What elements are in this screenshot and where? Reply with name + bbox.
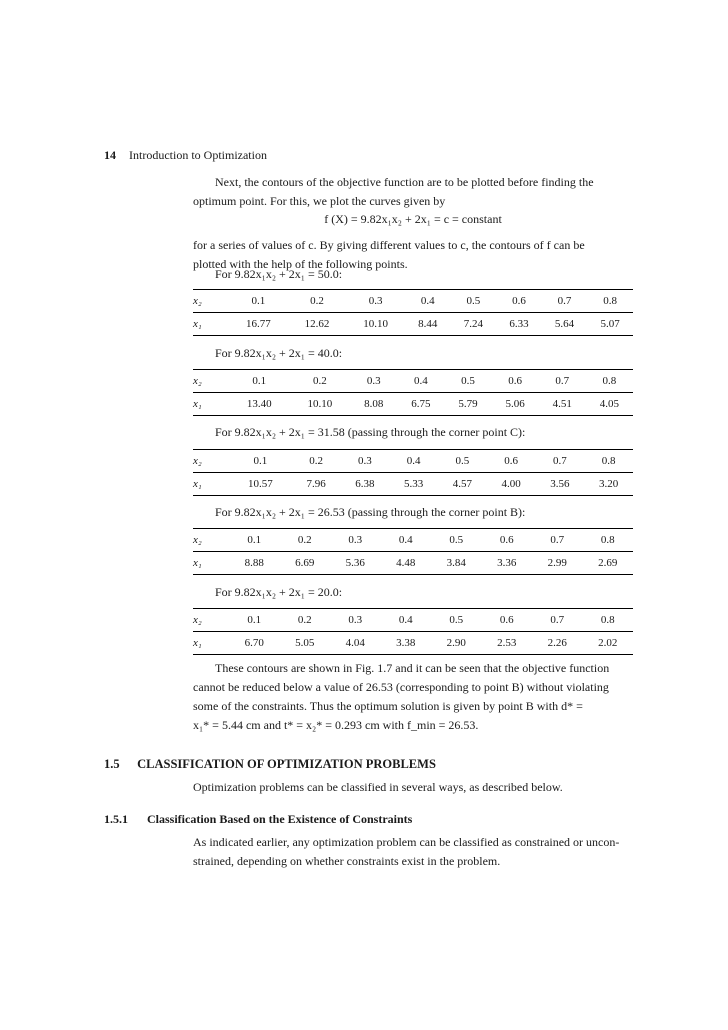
contour-line: for a series of values of c. By giving different values to c, the contours of f can be xyxy=(193,238,585,252)
table-cell: 0.2 xyxy=(280,609,331,632)
table-cell: 4.04 xyxy=(330,632,381,655)
table-cell: 4.05 xyxy=(586,393,633,416)
table-cell: 8.08 xyxy=(350,393,397,416)
table-cell: 3.38 xyxy=(381,632,432,655)
table-cell: 0.1 xyxy=(229,609,280,632)
table-cell: 0.8 xyxy=(587,290,633,313)
table-cell: 0.4 xyxy=(405,290,451,313)
table-cell: 5.33 xyxy=(389,473,438,496)
table-cell: 0.3 xyxy=(330,609,381,632)
table-cell: 0.5 xyxy=(451,290,497,313)
table-cell: 5.05 xyxy=(280,632,331,655)
subsection-line: strained, depending on whether constraints exist in the problem. xyxy=(193,854,501,868)
x1-header: x₁ xyxy=(193,552,229,575)
table-cell: 0.1 xyxy=(229,450,292,473)
table-cell: 4.00 xyxy=(487,473,536,496)
subsection-heading xyxy=(104,812,412,827)
table-cell: 0.8 xyxy=(584,450,633,473)
x1-header: x₁ xyxy=(193,632,229,655)
intro-paragraph xyxy=(193,173,633,211)
table-cell: 0.3 xyxy=(346,290,405,313)
table-cell: 0.6 xyxy=(482,529,533,552)
table-cell: 4.48 xyxy=(381,552,432,575)
table-cell: 0.4 xyxy=(381,529,432,552)
table-cell: 0.5 xyxy=(438,450,487,473)
x2-header: x₂ xyxy=(193,450,229,473)
section-text: Optimization problems can be classified in several ways, as described below. xyxy=(193,780,563,794)
table-cell: 6.38 xyxy=(340,473,389,496)
table-cell: 0.1 xyxy=(229,290,288,313)
table-cell: 0.7 xyxy=(535,450,584,473)
table-cell: 3.36 xyxy=(482,552,533,575)
table-cell: 4.57 xyxy=(438,473,487,496)
table-cell: 0.2 xyxy=(292,450,341,473)
table-cell: 6.33 xyxy=(496,313,542,336)
table-cell: 3.84 xyxy=(431,552,482,575)
table-cell: 5.07 xyxy=(587,313,633,336)
table-cell: 3.20 xyxy=(584,473,633,496)
table-cell: 0.7 xyxy=(532,529,583,552)
table-cell: 2.69 xyxy=(583,552,634,575)
table-label: For 9.82x₁x₂ + 2x₁ = 31.58 (passing through the corner point C): xyxy=(215,425,526,439)
table-cell: 0.2 xyxy=(288,290,347,313)
table-label: For 9.82x₁x₂ + 2x₁ = 50.0: xyxy=(215,267,343,281)
table-cell: 2.02 xyxy=(583,632,634,655)
table-cell: 0.3 xyxy=(330,529,381,552)
subsection-title: Classification Based on the Existence of Constraints xyxy=(147,812,413,826)
x2-header: x₂ xyxy=(193,609,229,632)
x1-header: x₁ xyxy=(193,393,229,416)
contour-table xyxy=(193,528,633,575)
table-cell: 5.36 xyxy=(330,552,381,575)
page-number: 14 xyxy=(104,148,116,162)
contour-table xyxy=(193,449,633,496)
table-cell: 0.8 xyxy=(583,609,634,632)
subsection-number: 1.5.1 xyxy=(104,812,128,826)
subsection-paragraph xyxy=(193,833,633,871)
table-cell: 6.69 xyxy=(280,552,331,575)
table-cell: 10.57 xyxy=(229,473,292,496)
table-cell: 0.7 xyxy=(542,290,588,313)
table-cell: 2.90 xyxy=(431,632,482,655)
table-cell: 0.7 xyxy=(539,370,586,393)
intro-line: optimum point. For this, we plot the curves given by xyxy=(193,194,446,208)
table-cell: 0.5 xyxy=(431,529,482,552)
table-cell: 0.1 xyxy=(229,529,280,552)
conclusion-paragraph xyxy=(193,659,633,735)
table-cell: 0.8 xyxy=(583,529,634,552)
x2-header: x₂ xyxy=(193,529,229,552)
x2-header: x₂ xyxy=(193,370,229,393)
conclusion-line: These contours are shown in Fig. 1.7 and it can be seen that the objective function xyxy=(215,661,610,675)
x2-header: x₂ xyxy=(193,290,229,313)
table-cell: 0.3 xyxy=(350,370,397,393)
table-cell: 6.70 xyxy=(229,632,280,655)
table-cell: 6.75 xyxy=(397,393,444,416)
table-cell: 0.5 xyxy=(431,609,482,632)
table-cell: 2.26 xyxy=(532,632,583,655)
table-cell: 0.4 xyxy=(397,370,444,393)
table-cell: 0.1 xyxy=(229,370,290,393)
section-number: 1.5 xyxy=(104,757,120,771)
table-label: For 9.82x₁x₂ + 2x₁ = 26.53 (passing through the corner point B): xyxy=(215,505,526,519)
table-cell: 0.5 xyxy=(444,370,491,393)
table-cell: 0.6 xyxy=(482,609,533,632)
table-cell: 0.6 xyxy=(492,370,539,393)
contour-table xyxy=(193,289,633,336)
table-cell: 8.88 xyxy=(229,552,280,575)
table-cell: 16.77 xyxy=(229,313,288,336)
contour-table xyxy=(193,608,633,655)
table-label: For 9.82x₁x₂ + 2x₁ = 40.0: xyxy=(215,346,343,360)
table-cell: 4.51 xyxy=(539,393,586,416)
table-cell: 12.62 xyxy=(288,313,347,336)
table-cell: 0.7 xyxy=(532,609,583,632)
intro-line: Next, the contours of the objective function are to be plotted before finding the xyxy=(215,175,594,189)
objective-equation: f (X) = 9.82x₁x₂ + 2x₁ = c = constant xyxy=(324,212,502,226)
contour-table xyxy=(193,369,633,416)
table-cell: 0.4 xyxy=(381,609,432,632)
table-cell: 0.6 xyxy=(496,290,542,313)
table-cell: 0.4 xyxy=(389,450,438,473)
table-cell: 2.99 xyxy=(532,552,583,575)
table-cell: 7.24 xyxy=(451,313,497,336)
table-cell: 0.8 xyxy=(586,370,633,393)
conclusion-line: x₁* = 5.44 cm and t* = x₂* = 0.293 cm with f_min = 26.53. xyxy=(193,718,479,732)
conclusion-line: cannot be reduced below a value of 26.53 (corresponding to point B) without violating xyxy=(193,680,609,694)
running-title: Introduction to Optimization xyxy=(129,148,267,162)
table-cell: 5.64 xyxy=(542,313,588,336)
section-heading xyxy=(104,757,436,772)
table-cell: 5.79 xyxy=(444,393,491,416)
table-cell: 5.06 xyxy=(492,393,539,416)
conclusion-line: some of the constraints. Thus the optimum solution is given by point B with d* = xyxy=(193,699,583,713)
table-cell: 8.44 xyxy=(405,313,451,336)
table-cell: 3.56 xyxy=(535,473,584,496)
table-label: For 9.82x₁x₂ + 2x₁ = 20.0: xyxy=(215,585,343,599)
contour-line: plotted with the help of the following points. xyxy=(193,257,408,271)
section-title: CLASSIFICATION OF OPTIMIZATION PROBLEMS xyxy=(137,757,436,771)
x1-header: x₁ xyxy=(193,313,229,336)
table-cell: 10.10 xyxy=(290,393,351,416)
subsection-line: As indicated earlier, any optimization problem can be classified as constrained or uncon- xyxy=(193,835,620,849)
x1-header: x₁ xyxy=(193,473,229,496)
table-cell: 0.2 xyxy=(280,529,331,552)
table-cell: 10.10 xyxy=(346,313,405,336)
table-cell: 0.6 xyxy=(487,450,536,473)
table-cell: 0.3 xyxy=(340,450,389,473)
running-header xyxy=(104,148,267,163)
table-cell: 7.96 xyxy=(292,473,341,496)
table-cell: 2.53 xyxy=(482,632,533,655)
table-cell: 0.2 xyxy=(290,370,351,393)
table-cell: 13.40 xyxy=(229,393,290,416)
